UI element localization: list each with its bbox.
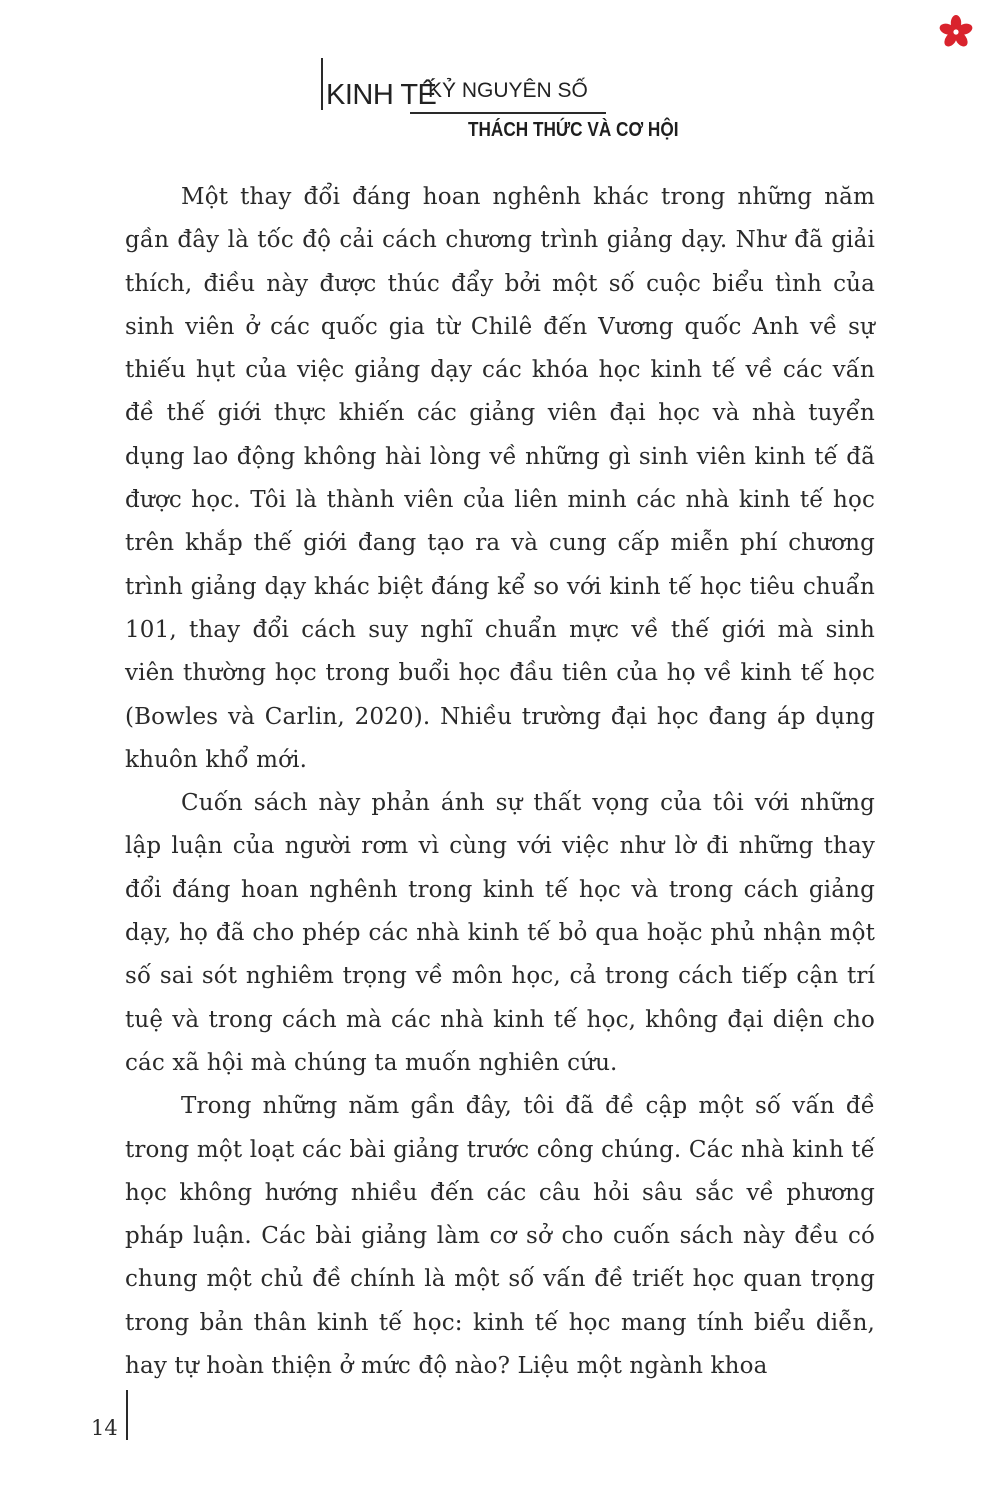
header-underline [410, 112, 606, 114]
running-header [318, 58, 698, 148]
paragraph: Trong những năm gần đây, tôi đã đề cập một số vấn đề trong một loạt các bài giảng trước công chúng. Các nhà kinh tế học không hướng nhiều đến các câu hỏi sâu sắc về phương pháp luận. Các bài giảng làm cơ sở cho cuốn sách này đều có chung một chủ đề chính là một số vấn đề triết học quan trọng trong bản thân kinh tế học: kinh tế học mang tính biểu diễn, hay tự hoàn thiện ở mức độ nào? Liệu một ngành khoa [125, 1093, 875, 1380]
flower-logo-icon [938, 14, 974, 50]
footer-vertical-rule [126, 1390, 128, 1440]
header-vertical-rule [321, 58, 323, 110]
body-text [125, 176, 875, 1388]
header-title-main: KINH TẾ [326, 79, 437, 111]
header-subtitle: THÁCH THỨC VÀ CƠ HỘI [468, 119, 679, 141]
page-number: 14 [91, 1416, 118, 1440]
paragraph: Cuốn sách này phản ánh sự thất vọng của tôi với những lập luận của người rơm vì cùng với việc như lờ đi những thay đổi đáng hoan nghênh trong kinh tế học và trong cách giảng dạy, họ đã cho phép các nhà kinh tế bỏ qua hoặc phủ nhận một số sai sót nghiêm trọng về môn học, cả trong cách tiếp cận trí tuệ và trong cách mà các nhà kinh tế học, không đại diện cho các xã hội mà chúng ta muốn nghiên cứu. [125, 790, 875, 1076]
paragraph: Một thay đổi đáng hoan nghênh khác trong những năm gần đây là tốc độ cải cách chương trình giảng dạy. Như đã giải thích, điều này được thúc đẩy bởi một số cuộc biểu tình của sinh viên ở các quốc gia từ Chilê đến Vương quốc Anh về sự thiếu hụt của việc giảng dạy các khóa học kinh tế về các vấn đề thế giới thực khiến các giảng viên đại học và nhà tuyển dụng lao động không hài lòng về những gì sinh viên kinh tế đã được học. Tôi là thành viên của liên minh các nhà kinh tế học trên khắp thế giới đang tạo ra và cung cấp miễn phí chương trình giảng dạy khác biệt đáng kể so với kinh tế học tiêu chuẩn 101, thay đổi cách suy nghĩ chuẩn mực về thế giới mà sinh viên thường học trong buổi học đầu tiên của họ về kinh tế học (Bowles và Carlin, 2020). Nhiều trường đại học đang áp dụng khuôn khổ mới. [125, 184, 875, 773]
header-title-secondary: KỶ NGUYÊN SỐ [428, 79, 588, 102]
